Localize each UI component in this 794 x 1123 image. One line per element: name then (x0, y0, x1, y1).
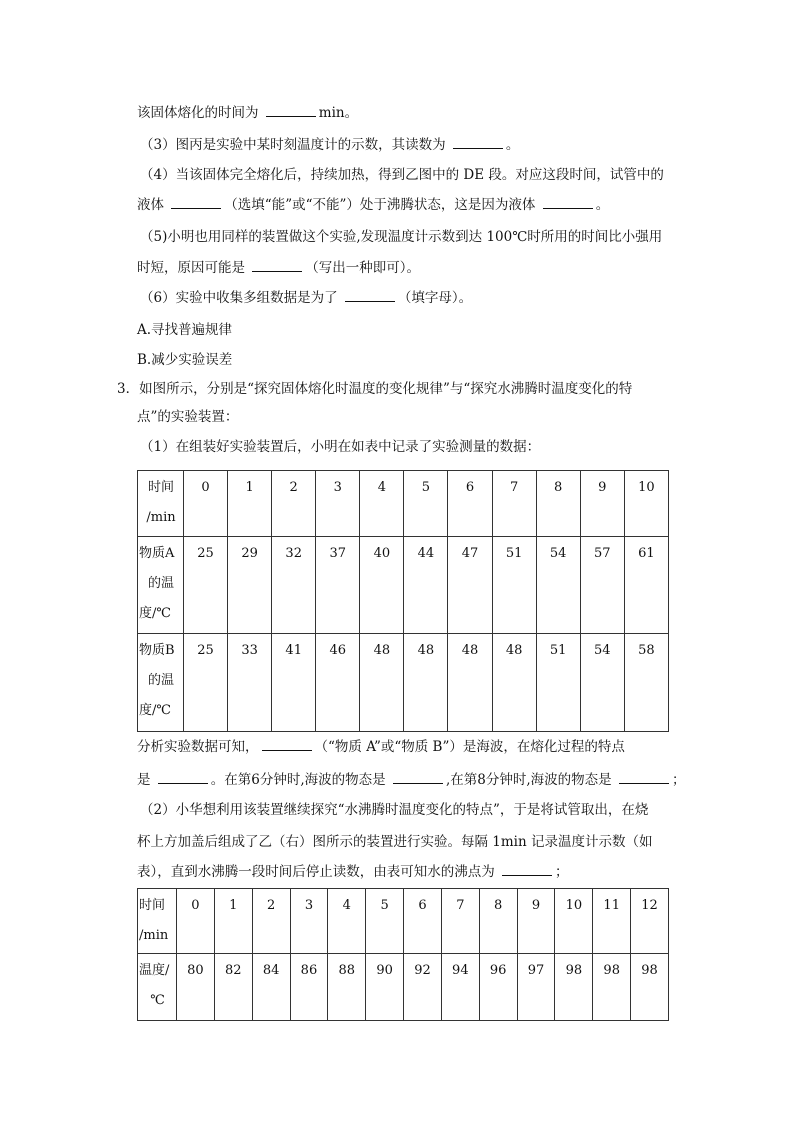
table-cell: 57 (580, 537, 624, 634)
analysis-line1 (137, 737, 625, 757)
table-cell: 61 (624, 537, 668, 634)
table-cell: 97 (517, 954, 555, 1021)
answer-blank (619, 770, 669, 784)
table-cell: 48 (360, 634, 404, 732)
text: （1）在组装好实验装置后，小明在如表中记录了实验测量的数据： (140, 439, 541, 455)
table-cell: 48 (404, 634, 448, 732)
answer-blank (543, 195, 593, 209)
table-cell: 25 (184, 537, 228, 634)
text: ； (671, 772, 686, 788)
text: （选填“能”或“不能”）处于沸腾状态，这是因为液体 (224, 197, 536, 213)
text: （3）图丙是实验中某时刻温度计的示数，其读数为 (140, 137, 446, 153)
text: 表），直到水沸腾一段时间后停止读数，由表可知水的沸点为 (137, 864, 495, 880)
problem-3-part1 (140, 437, 540, 457)
problem-3-line1 (117, 379, 632, 399)
table-cell: 80 (177, 954, 215, 1021)
row-header-text: 温度/ (139, 963, 170, 978)
problem-3-line2 (137, 407, 238, 427)
row-header-text: 的温 (147, 673, 174, 688)
table-row-time (138, 471, 669, 537)
text: （写出一种即可）。 (305, 260, 421, 276)
table-cell: 25 (184, 634, 228, 732)
question-3 (140, 135, 519, 155)
text: 点”的实验装置： (137, 409, 239, 425)
text-line (137, 103, 358, 123)
problem-number: 3． (117, 381, 140, 397)
answer-blank (502, 862, 552, 876)
row-header-text: /min (139, 928, 169, 943)
table-cell: 9 (580, 471, 624, 537)
table-cell: 10 (555, 889, 593, 954)
row-header (138, 471, 184, 537)
text: 分析实验数据可知， (137, 739, 259, 755)
table-row-temperature (138, 954, 669, 1021)
answer-blank (345, 288, 395, 302)
table-cell: 98 (631, 954, 669, 1021)
table-cell: 90 (366, 954, 404, 1021)
text: ,在第8分钟时,海波的物态是 (445, 772, 612, 788)
table-cell: 58 (624, 634, 668, 732)
table-cell: 8 (479, 889, 517, 954)
table-cell: 92 (404, 954, 442, 1021)
problem-3-part2-line1 (140, 800, 648, 820)
text: （4）当该固体完全熔化后，持续加热，得到乙图中的 DE 段。对应这段时间，试管中的 (140, 167, 664, 183)
table-cell: 11 (593, 889, 631, 954)
table-cell: 7 (492, 471, 536, 537)
table-cell: 33 (228, 634, 272, 732)
table-cell: 37 (316, 537, 360, 634)
table-cell: 2 (272, 471, 316, 537)
row-header-text: 物质A (139, 546, 175, 561)
table-cell: 44 (404, 537, 448, 634)
row-header-text: 度/℃ (139, 703, 171, 718)
row-header-text: 的温 (147, 576, 174, 591)
text: 。 (505, 137, 520, 153)
text: （5)小明也用同样的装置做这个实验,发现温度计示数到达 100℃时所用的时间比小强用 (140, 229, 663, 245)
table-cell: 46 (316, 634, 360, 732)
question-5-line1 (140, 227, 662, 247)
text: 如图所示，分别是“探究固体熔化时温度的变化规律”与“探究水沸腾时温度变化的特 (139, 381, 633, 397)
table-cell: 96 (479, 954, 517, 1021)
text: B.减少实验误差 (137, 352, 233, 368)
row-header (138, 889, 177, 954)
option-a (137, 320, 232, 340)
melting-data-table (137, 470, 669, 732)
table-cell: 5 (366, 889, 404, 954)
table-cell: 5 (404, 471, 448, 537)
row-header-text: 度/℃ (139, 606, 171, 621)
text: 是 (137, 772, 151, 788)
table-cell: 9 (517, 889, 555, 954)
table-cell: 4 (328, 889, 366, 954)
table-cell: 88 (328, 954, 366, 1021)
answer-blank (171, 195, 221, 209)
table-cell: 86 (290, 954, 328, 1021)
table-cell: 40 (360, 537, 404, 634)
text: ； (555, 864, 569, 880)
text: 该固体熔化的时间为 (137, 105, 259, 121)
table-cell: 94 (441, 954, 479, 1021)
table-cell: 98 (555, 954, 593, 1021)
table-cell: 3 (290, 889, 328, 954)
question-4-line2 (137, 195, 609, 215)
table-cell: 7 (441, 889, 479, 954)
text: （“物质 A”或“物质 B”）是海波，在熔化过程的特点 (314, 739, 625, 755)
problem-3-part2-line3 (137, 862, 569, 882)
table-cell: 6 (448, 471, 492, 537)
table-cell: 29 (228, 537, 272, 634)
row-header (138, 634, 184, 732)
text: 时短，原因可能是 (137, 260, 245, 276)
problem-3-part2-line2 (137, 832, 652, 852)
row-header-text: /min (146, 510, 176, 525)
answer-blank (252, 258, 302, 272)
answer-blank (453, 135, 503, 149)
table-cell: 54 (580, 634, 624, 732)
answer-blank (158, 770, 208, 784)
table-cell: 3 (316, 471, 360, 537)
text: （6）实验中收集多组数据是为了 (140, 290, 338, 306)
table-cell: 47 (448, 537, 492, 634)
answer-blank (262, 737, 312, 751)
text: （2）小华想利用该装置继续探究“水沸腾时温度变化的特点”，于是将试管取出，在烧 (140, 802, 649, 818)
table-cell: 0 (184, 471, 228, 537)
table-cell: 54 (536, 537, 580, 634)
table-cell: 32 (272, 537, 316, 634)
text: （填字母）。 (397, 290, 473, 306)
question-5-line2 (137, 258, 420, 278)
text: 杯上方加盖后组成了乙（右）图所示的装置进行实验。每隔 1min 记录温度计示数（如 (137, 834, 653, 850)
option-b (137, 350, 232, 370)
table-row-time (138, 889, 669, 954)
answer-blank (393, 770, 443, 784)
analysis-line2 (137, 770, 685, 790)
table-row-substance-b (138, 634, 669, 732)
table-cell: 51 (536, 634, 580, 732)
question-4-line1 (140, 165, 664, 185)
table-cell: 2 (252, 889, 290, 954)
text: min。 (318, 105, 359, 121)
row-header-text: 物质B (139, 643, 175, 658)
table-cell: 1 (214, 889, 252, 954)
table-row-substance-a (138, 537, 669, 634)
table-cell: 1 (228, 471, 272, 537)
row-header-text: ℃ (150, 993, 165, 1008)
text: 。 (595, 197, 610, 213)
row-header-text: 时间 (139, 898, 166, 913)
table-cell: 84 (252, 954, 290, 1021)
text: A.寻找普遍规律 (137, 322, 233, 338)
row-header (138, 537, 184, 634)
text: 液体 (137, 197, 164, 213)
table-cell: 0 (177, 889, 215, 954)
text: 。在第6分钟时,海波的物态是 (210, 772, 386, 788)
row-header-text: 时间 (147, 480, 174, 495)
table-cell: 98 (593, 954, 631, 1021)
table-cell: 48 (448, 634, 492, 732)
table-cell: 48 (492, 634, 536, 732)
answer-blank (266, 103, 316, 117)
table-cell: 6 (404, 889, 442, 954)
table-cell: 4 (360, 471, 404, 537)
table-cell: 12 (631, 889, 669, 954)
table-cell: 10 (624, 471, 668, 537)
table-cell: 41 (272, 634, 316, 732)
table-cell: 82 (214, 954, 252, 1021)
row-header (138, 954, 177, 1021)
boiling-data-table (137, 888, 669, 1021)
question-6 (140, 288, 472, 308)
table-cell: 8 (536, 471, 580, 537)
table-cell: 51 (492, 537, 536, 634)
